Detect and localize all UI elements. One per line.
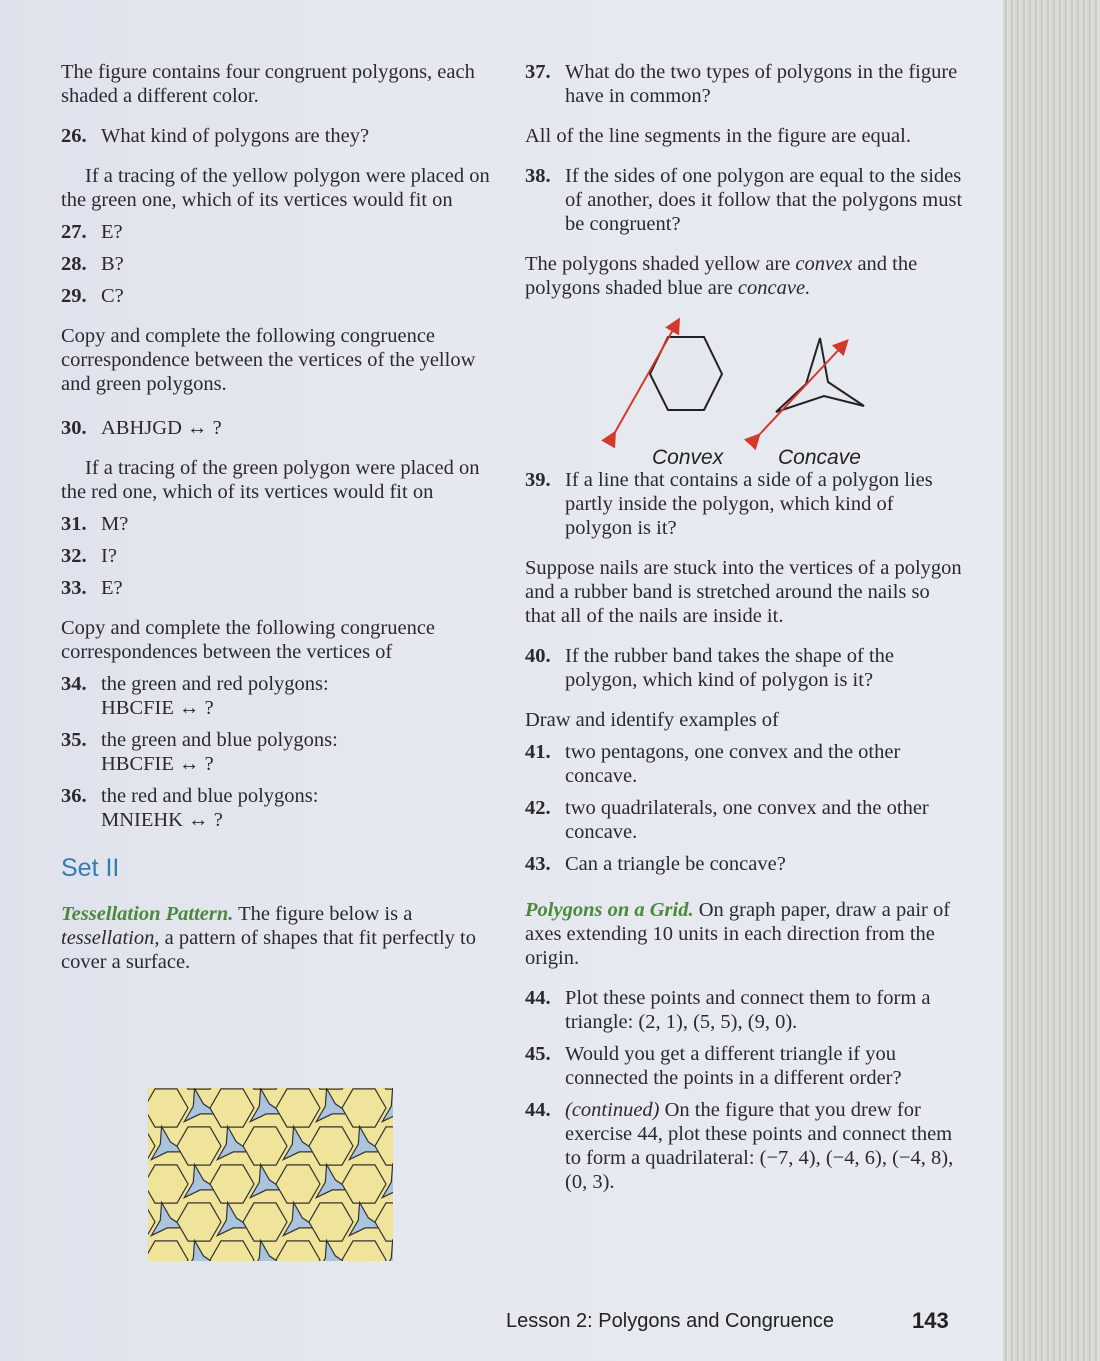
copy-yellow-green-text: Copy and complete the following congruence correspondence between the vertices of the yellow and green polygons. bbox=[61, 325, 476, 395]
exercise-text: E? bbox=[101, 221, 123, 243]
convex-hexagon bbox=[650, 337, 722, 410]
exercise-33 bbox=[61, 576, 491, 600]
convex-concave-intro: The polygons shaded yellow are convex and the polygons shaded blue are concave. bbox=[525, 253, 918, 299]
exercise-text: M? bbox=[101, 513, 129, 535]
exercise-number: 40. bbox=[525, 645, 551, 667]
exercise-number: 42. bbox=[525, 797, 551, 819]
exercise-39 bbox=[525, 468, 965, 540]
exercise-text: Can a triangle be concave? bbox=[565, 853, 786, 875]
exercise-number: 39. bbox=[525, 469, 551, 491]
exercise-number: 41. bbox=[525, 741, 551, 763]
exercise-text: What do the two types of polygons in the figure have in common? bbox=[565, 61, 958, 107]
exercise-40 bbox=[525, 644, 965, 692]
tracing-green-text: If a tracing of the green polygon were placed on the red one, which of its vertices would fit on bbox=[61, 457, 480, 503]
exercise-30 bbox=[61, 416, 491, 440]
right-column bbox=[525, 60, 965, 1202]
exercise-text: E? bbox=[101, 577, 123, 599]
left-column bbox=[61, 60, 491, 990]
exercise-text: If the rubber band takes the shape of the polygon, which kind of polygon is it? bbox=[565, 645, 895, 691]
exercise-text: B? bbox=[101, 253, 124, 275]
exercise-number: 37. bbox=[525, 61, 551, 83]
exercise-44 bbox=[525, 986, 965, 1034]
exercise-number: 36. bbox=[61, 785, 87, 807]
grid-term: Polygons on a Grid. bbox=[525, 899, 694, 921]
copy-correspondences-text: Copy and complete the following congruence correspondences between the vertices of bbox=[61, 617, 436, 663]
exercise-44-continued bbox=[525, 1098, 965, 1194]
exercise-37 bbox=[525, 60, 965, 108]
exercise-36 bbox=[61, 784, 491, 832]
exercise-text: ABHJGD ↔ ? bbox=[101, 417, 222, 439]
exercise-number: 44. bbox=[525, 1099, 551, 1121]
exercise-text: Would you get a different triangle if you connected the points in a different order? bbox=[565, 1043, 902, 1089]
tessellation-figure bbox=[148, 1088, 393, 1261]
exercise-text: On the figure that you drew for exercise 44, plot these points and connect them to form a quadrilateral: (−7, 4), (−4, 6), (−4, 8), (0, 3). bbox=[565, 1099, 954, 1193]
set-ii-heading: Set II bbox=[61, 854, 120, 882]
exercise-26 bbox=[61, 124, 491, 148]
exercise-number: 33. bbox=[61, 577, 87, 599]
exercise-41 bbox=[525, 740, 965, 788]
exercise-text: If the sides of one polygon are equal to the sides of another, does it follow that the polygons must be congruent? bbox=[565, 165, 963, 235]
equal-segments-note: All of the line segments in the figure are equal. bbox=[525, 125, 911, 147]
intro-text: The figure contains four congruent polygons, each shaded a different color. bbox=[61, 61, 475, 107]
concave-star bbox=[776, 338, 864, 412]
tessellation-paragraph: Tessellation Pattern. The figure below is a tessellation, a pattern of shapes that fit perfectly to cover a surface. bbox=[61, 903, 477, 973]
exercise-text: If a line that contains a side of a polygon lies partly inside the polygon, which kind of polygon is it? bbox=[565, 469, 933, 539]
exercise-32 bbox=[61, 544, 491, 568]
correspondence: HBCFIE ↔ ? bbox=[101, 697, 214, 719]
correspondence: HBCFIE ↔ ? bbox=[101, 753, 214, 775]
exercise-number: 31. bbox=[61, 513, 87, 535]
exercise-number: 43. bbox=[525, 853, 551, 875]
exercise-28 bbox=[61, 252, 491, 276]
exercise-number: 32. bbox=[61, 545, 87, 567]
exercise-text: the green and blue polygons: bbox=[101, 729, 338, 751]
exercise-38 bbox=[525, 164, 965, 236]
exercise-29 bbox=[61, 284, 491, 308]
tessellation-italic: tessellation, bbox=[61, 927, 160, 949]
convex-term: convex bbox=[795, 253, 853, 275]
exercise-text: C? bbox=[101, 285, 124, 307]
convex-label: Convex bbox=[652, 446, 724, 469]
grid-paragraph: Polygons on a Grid. On graph paper, draw a pair of axes extending 10 units in each direction from the origin. bbox=[525, 899, 951, 969]
exercise-number: 35. bbox=[61, 729, 87, 751]
exercise-text: Plot these points and connect them to form a triangle: (2, 1), (5, 5), (9, 0). bbox=[565, 987, 931, 1033]
exercise-number: 27. bbox=[61, 221, 87, 243]
exercise-text: the red and blue polygons: bbox=[101, 785, 319, 807]
continued-label: (continued) bbox=[565, 1099, 660, 1121]
exercise-number: 34. bbox=[61, 673, 87, 695]
draw-identify-text: Draw and identify examples of bbox=[525, 709, 779, 731]
exercise-text: What kind of polygons are they? bbox=[101, 125, 370, 147]
exercise-number: 44. bbox=[525, 987, 551, 1009]
book-spine-edge bbox=[1003, 0, 1100, 1361]
exercise-number: 30. bbox=[61, 417, 87, 439]
exercise-number: 38. bbox=[525, 165, 551, 187]
exercise-42 bbox=[525, 796, 965, 844]
exercise-35 bbox=[61, 728, 491, 776]
exercise-45 bbox=[525, 1042, 965, 1090]
exercise-text: I? bbox=[101, 545, 117, 567]
nails-paragraph: Suppose nails are stuck into the vertices of a polygon and a rubber band is stretched around the nails so that all of the nails are inside it. bbox=[525, 557, 962, 627]
tessellation-term: Tessellation Pattern. bbox=[61, 903, 234, 925]
convex-concave-figure bbox=[600, 312, 880, 472]
correspondence: MNIEHK ↔ ? bbox=[101, 809, 223, 831]
exercise-number: 29. bbox=[61, 285, 87, 307]
exercise-34 bbox=[61, 672, 491, 720]
exercise-text: two quadrilaterals, one convex and the other concave. bbox=[565, 797, 929, 843]
exercise-number: 45. bbox=[525, 1043, 551, 1065]
concave-term: concave. bbox=[737, 277, 811, 299]
footer-lesson-title: Lesson 2: Polygons and Congruence bbox=[506, 1310, 835, 1332]
exercise-text: the green and red polygons: bbox=[101, 673, 329, 695]
exercise-31 bbox=[61, 512, 491, 536]
exercise-43 bbox=[525, 852, 965, 876]
page-number: 143 bbox=[912, 1308, 949, 1333]
concave-label: Concave bbox=[778, 446, 861, 469]
exercise-number: 28. bbox=[61, 253, 87, 275]
tracing-yellow-text: If a tracing of the yellow polygon were placed on the green one, which of its vertices would fit on bbox=[61, 165, 490, 211]
exercise-27 bbox=[61, 220, 491, 244]
exercise-number: 26. bbox=[61, 125, 87, 147]
exercise-text: two pentagons, one convex and the other concave. bbox=[565, 741, 901, 787]
